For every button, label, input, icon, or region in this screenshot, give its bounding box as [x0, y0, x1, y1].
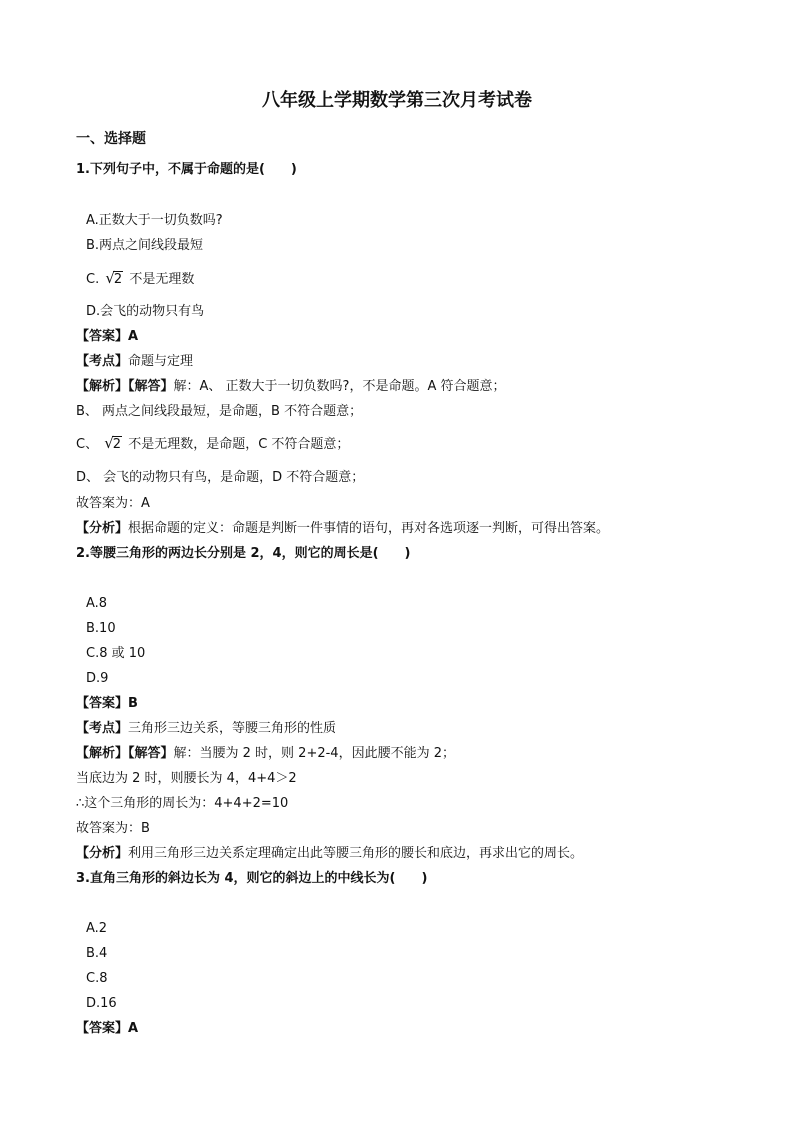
q2-point [76, 720, 336, 738]
q1-option-c [86, 269, 194, 289]
analysis-radicand: 2 [112, 437, 122, 452]
answer-value: A [128, 1021, 139, 1036]
fenxi-label: 【分析】 [76, 846, 129, 861]
q1-option-b: B.两点之间线段最短 [86, 238, 204, 253]
q1-analysis-line1 [76, 378, 505, 396]
answer-value: B [128, 696, 138, 711]
q2-fenxi [76, 845, 583, 863]
analysis-label: 【解析】【解答】 [76, 379, 174, 394]
q3-stem: 3.直角三角形的斜边长为 4，则它的斜边上的中线长为( ) [76, 871, 428, 886]
fenxi-text: 根据命题的定义：命题是判断一件事情的语句，再对各选项逐一判断，可得出答案。 [128, 521, 610, 536]
analysis-text: 解：当腰为 2 时，则 2+2-4，因此腰不能为 2； [173, 746, 455, 761]
q1-stem: 1.下列句子中，不属于命题的是( ) [76, 162, 297, 177]
q2-option-b: B.10 [86, 621, 116, 636]
q2-option-d: D.9 [86, 671, 109, 686]
fenxi-label: 【分析】 [76, 521, 129, 536]
answer-label: 【答案】 [76, 329, 129, 344]
answer-value: A [128, 329, 139, 344]
q1-fenxi [76, 520, 609, 538]
analysis-suffix: 不是无理数，是命题，C 不符合题意； [128, 437, 350, 452]
q2-analysis-line3: ∴这个三角形的周长为：4+4+2=10 [76, 796, 289, 811]
analysis-text: 解：A、 正数大于一切负数吗?，不是命题。A 符合题意； [173, 379, 506, 394]
sqrt-symbol: √2 [105, 269, 123, 287]
q2-option-a: A.8 [86, 596, 108, 611]
analysis-prefix: C、 [76, 437, 99, 452]
q2-stem: 2.等腰三角形的两边长分别是 2，4，则它的周长是( ) [76, 546, 411, 561]
q2-option-c: C.8 或 10 [86, 646, 146, 661]
q3-answer [76, 1020, 138, 1038]
point-label: 【考点】 [76, 721, 129, 736]
q3-option-d: D.16 [86, 996, 117, 1011]
q1-point [76, 353, 193, 371]
q1-option-c-suffix: 不是无理数 [129, 272, 195, 287]
q2-final-answer: 故答案为：B [76, 821, 150, 836]
point-value: 三角形三边关系，等腰三角形的性质 [128, 721, 337, 736]
q1-option-a: A.正数大于一切负数吗? [86, 213, 223, 228]
q1-option-c-prefix: C. [86, 272, 100, 287]
fenxi-text: 利用三角形三边关系定理确定出此等腰三角形的腰长和底边，再求出它的周长。 [128, 846, 584, 861]
q1-option-c-radicand: 2 [113, 272, 123, 287]
q1-analysis-line2: B、 两点之间线段最短，是命题，B 不符合题意； [76, 404, 363, 419]
exam-title: 八年级上学期数学第三次月考试卷 [262, 90, 532, 111]
q1-answer [76, 328, 138, 346]
q1-analysis-line4: D、 会飞的动物只有鸟，是命题，D 不符合题意； [76, 470, 365, 485]
section-heading: 一、选择题 [76, 131, 146, 147]
sqrt-symbol: √2 [104, 434, 122, 452]
q1-analysis-line3 [76, 434, 349, 454]
q2-analysis-line2: 当底边为 2 时，则腰长为 4，4+4＞2 [76, 771, 297, 786]
answer-label: 【答案】 [76, 1021, 129, 1036]
answer-label: 【答案】 [76, 696, 129, 711]
q2-answer [76, 695, 138, 713]
q1-final-answer: 故答案为：A [76, 496, 150, 511]
analysis-label: 【解析】【解答】 [76, 746, 174, 761]
point-label: 【考点】 [76, 354, 129, 369]
point-value: 命题与定理 [128, 354, 194, 369]
q3-option-c: C.8 [86, 971, 108, 986]
q1-option-d: D.会飞的动物只有鸟 [86, 304, 205, 319]
q2-analysis-line1 [76, 745, 455, 763]
q3-option-b: B.4 [86, 946, 108, 961]
q3-option-a: A.2 [86, 921, 108, 936]
